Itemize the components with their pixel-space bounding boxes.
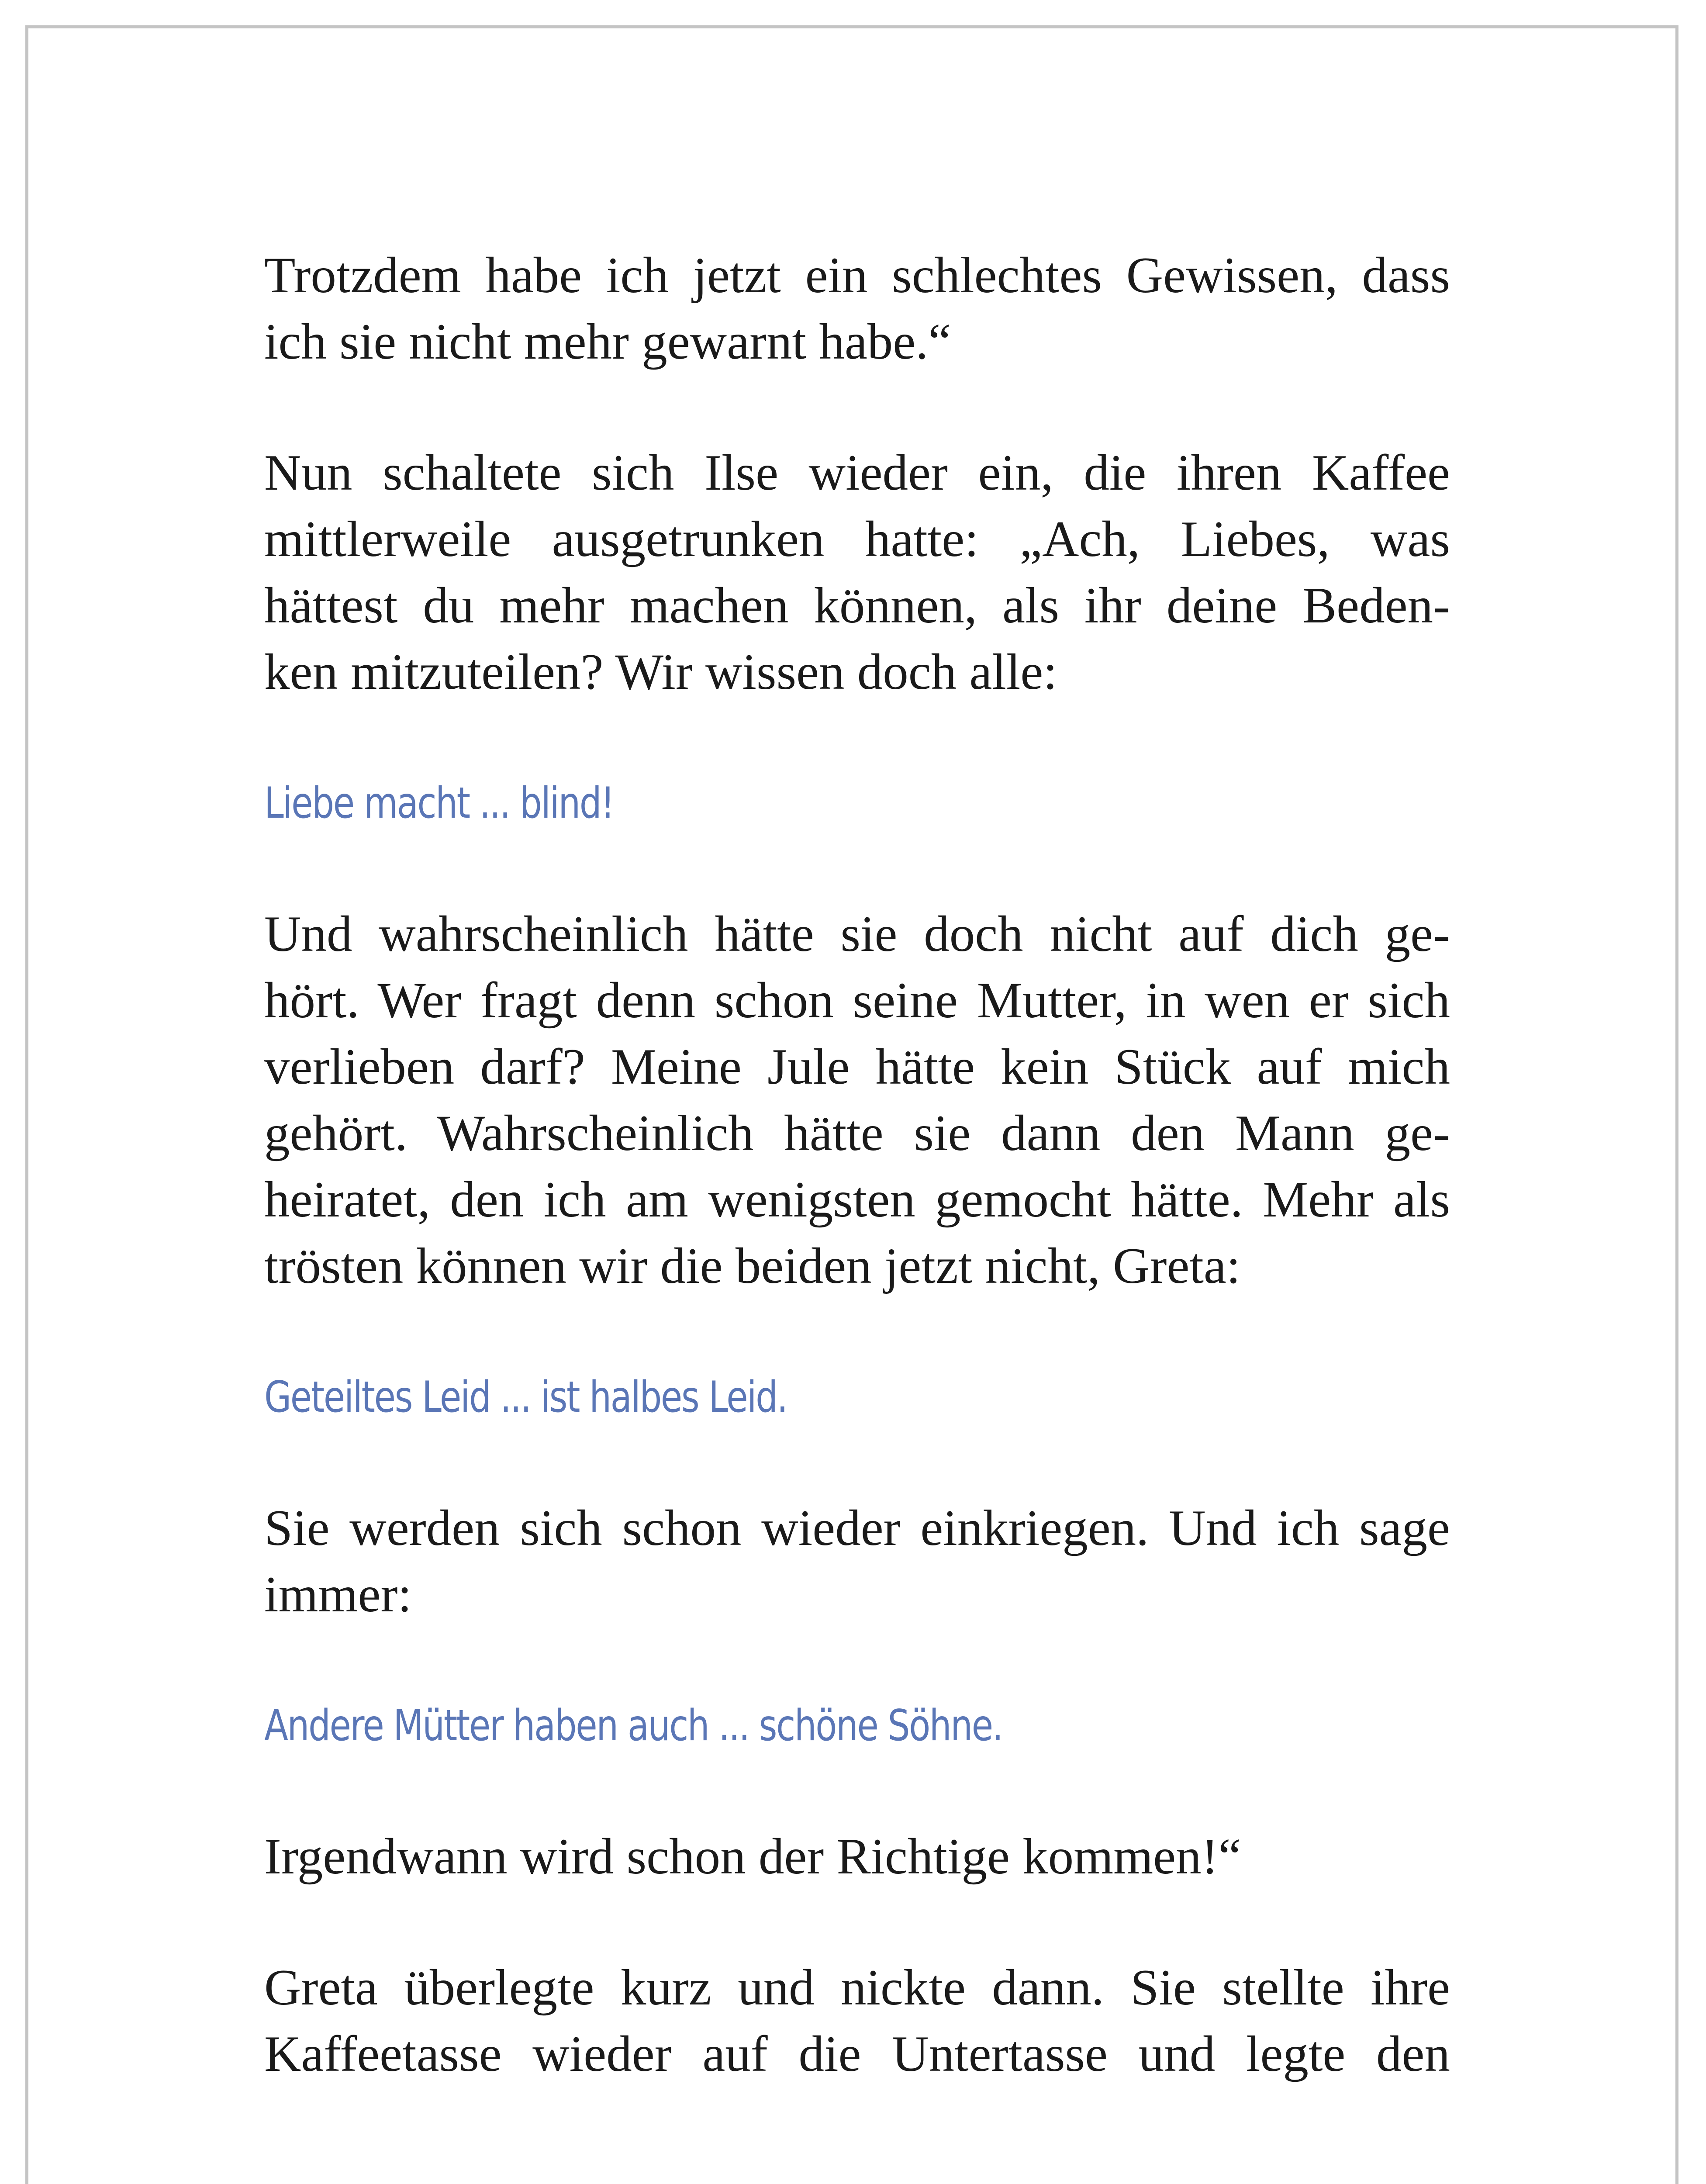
text-line: Trotzdem habe ich jetzt ein schlechtes Gewissen, dass	[264, 247, 1450, 304]
text-line: ich sie nicht mehr gewarnt habe.“	[264, 314, 951, 370]
text-line: trösten können wir die beiden jetzt nicht, Greta:	[264, 1238, 1241, 1294]
text-line: heiratet, den ich am wenigsten gemocht hätte. Mehr als	[264, 1171, 1450, 1228]
paragraph	[264, 1824, 1450, 1890]
text-line: ken mitzuteilen? Wir wissen doch alle:	[264, 644, 1057, 700]
paragraph	[264, 1495, 1450, 1628]
paragraph	[264, 242, 1450, 375]
highlighted-saying: Liebe macht ... blind!	[264, 778, 614, 828]
text-line: Greta überlegte kurz und nickte dann. Sie stellte ihre	[264, 1959, 1450, 2016]
text-line: Irgendwann wird schon der Richtige kommen!“	[264, 1828, 1241, 1885]
text-line: gehört. Wahrscheinlich hätte sie dann den Mann ge-	[264, 1105, 1450, 1161]
page-body	[264, 242, 1450, 2152]
text-line: Sie werden sich schon wieder einkriegen. Und ich sage	[264, 1500, 1450, 1556]
paragraph	[264, 901, 1450, 1299]
text-line: Nun schaltete sich Ilse wieder ein, die ihren Kaffee	[264, 445, 1450, 501]
text-line: hört. Wer fragt denn schon seine Mutter, in wen er sich	[264, 972, 1450, 1029]
text-line: verlieben darf? Meine Jule hätte kein Stück auf mich	[264, 1039, 1450, 1095]
highlighted-saying: Geteiltes Leid ... ist halbes Leid.	[264, 1372, 787, 1422]
paragraph	[264, 1955, 1450, 2087]
text-line: hättest du mehr machen können, als ihr deine Beden-	[264, 577, 1450, 634]
highlighted-saying: Andere Mütter haben auch ... schöne Söhne.	[264, 1701, 1002, 1751]
paragraph	[264, 440, 1450, 705]
text-line: mittlerweile ausgetrunken hatte: „Ach, Liebes, was	[264, 511, 1450, 567]
text-line: Kaffeetasse wieder auf die Untertasse und legte den	[264, 2026, 1450, 2082]
text-line: Und wahrscheinlich hätte sie doch nicht auf dich ge-	[264, 906, 1450, 962]
text-line: immer:	[264, 1566, 412, 1623]
